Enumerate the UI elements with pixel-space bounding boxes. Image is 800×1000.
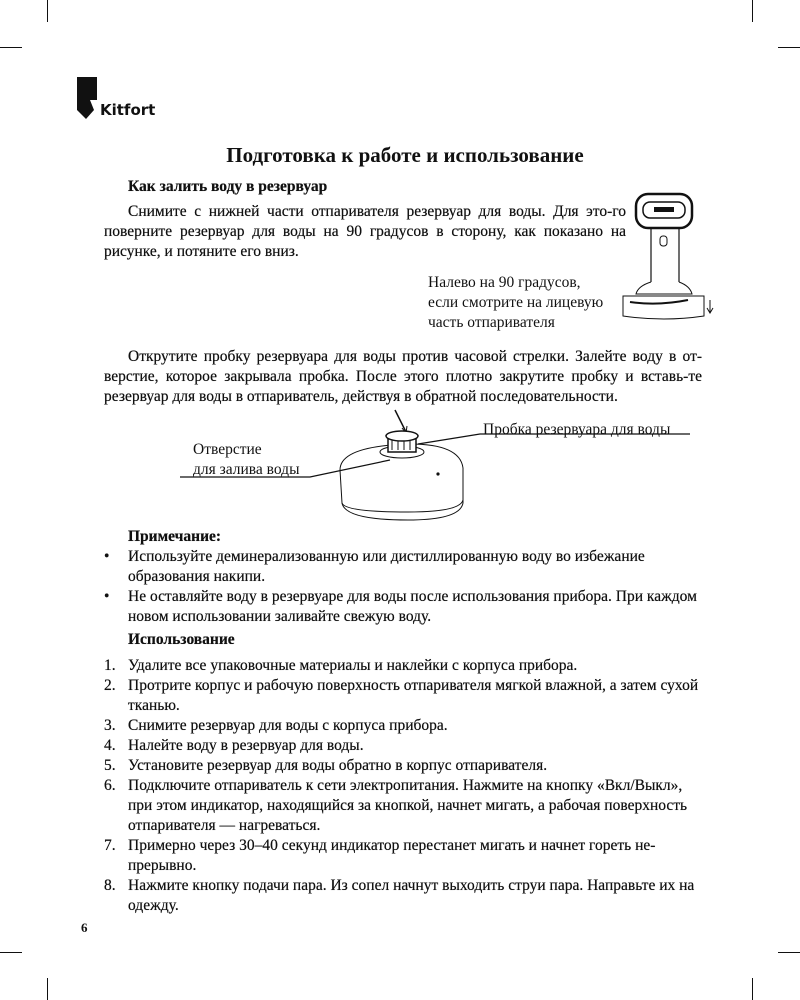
bullet-icon: • [104,588,110,605]
step-text: Налейте воду в резервуар для воды. [128,737,364,754]
step-text: Установите резервуар для воды обратно в корпус отпаривателя. [128,757,548,774]
paragraph-unscrew-cap: Открутите пробку резервуара для воды против часовой стрелки. Залейте воду в от-верстие, которое закрывала пробка. После этого плотно закрутите пробку и вставь-те резервуар для воды в отпариватель, действуя в обратной последовательности. [104,348,702,405]
step-item: 4. Налейте воду в резервуар для воды. [104,737,364,754]
note-heading: Примечание: [128,528,222,545]
step-text: Снимите резервуар для воды с корпуса прибора. [128,717,448,734]
kitfort-logo [76,76,166,125]
step-text: Протрите корпус и рабочую поверхность отпаривателя мягкой влажной, а затем сухой тканью. [128,677,699,714]
label-fill-hole [193,440,299,480]
paragraph-remove-reservoir: Снимите с нижней части отпаривателя резервуар для воды. Для это-го поверните резервуар для воды на 90 градусов в сторону, как показано на рисунке, и потяните его вниз. [104,203,626,260]
figure1-caption [428,273,603,333]
note-bullets [104,547,704,627]
crop-mark [752,978,753,1000]
caption-line: Налево на 90 градусов, [428,274,581,291]
step-item: 7. Примерно через 30–40 секунд индикатор перестанет мигать и начнет гореть не-прерывно. [104,837,656,874]
bullet-icon: • [104,548,110,565]
step-text: Подключите отпариватель к сети электропитания. Нажмите на кнопку «Вкл/Выкл», при этом индикатор, находящийся за кнопкой, начнет мигать, а рабочая поверхность отпаривателя — нагреваться. [128,777,688,834]
page-title: Подготовка к работе и использование [226,143,584,167]
caption-line: часть отпаривателя [428,314,555,331]
caption-line: если смотрите на лицевую [428,294,604,311]
crop-mark [778,47,800,48]
step-item: 3. Снимите резервуар для воды с корпуса прибора. [104,717,448,734]
bullet-item [104,547,704,587]
bullet-text: Используйте деминерализованную или дистиллированную воду во избежание образования накипи. [128,548,645,585]
page-number: 6 [81,920,88,935]
crop-mark [47,0,48,22]
crop-mark [778,952,800,953]
label-line: Отверстие [193,441,262,458]
step-text: Примерно через 30–40 секунд индикатор перестанет мигать и начнет гореть не-прерывно. [128,837,656,874]
label-line: для залива воды [193,461,300,478]
step-item: 8. Нажмите кнопку подачи пара. Из сопел начнут выходить струи пара. Направьте их на одежду. [104,877,695,914]
crop-mark [47,978,48,1000]
step-text: Нажмите кнопку подачи пара. Из сопел начнут выходить струи пара. Направьте их на одежду. [128,877,695,914]
steamer-figure [618,192,718,329]
svg-text:Kitfort: Kitfort [100,101,156,119]
label-cap: Пробка резервуара для воды [483,421,671,438]
step-item: 2. Протрите корпус и рабочую поверхность отпаривателя мягкой влажной, а затем сухой тканью. [104,677,699,714]
usage-steps [104,656,704,916]
section-heading-fill-water: Как залить воду в резервуар [128,178,328,195]
step-item: 6. Подключите отпариватель к сети электропитания. Нажмите на кнопку «Вкл/Выкл», при этом индикатор, находящийся за кнопкой, начнет мигать, а рабочая поверхность отпаривателя — нагреваться. [104,777,688,834]
bullet-item [104,587,704,627]
step-item: 1. Удалите все упаковочные материалы и наклейки с корпуса прибора. [104,657,578,674]
crop-mark [0,952,22,953]
step-item: 5. Установите резервуар для воды обратно в корпус отпаривателя. [104,757,548,774]
bullet-text: Не оставляйте воду в резервуаре для воды после использования прибора. При каждом новом использовании заливайте свежую воду. [128,588,697,625]
logo-mark-icon [76,76,166,120]
usage-heading: Использование [128,631,235,648]
crop-mark [752,0,753,22]
crop-mark [0,47,22,48]
step-text: Удалите все упаковочные материалы и наклейки с корпуса прибора. [128,657,578,674]
